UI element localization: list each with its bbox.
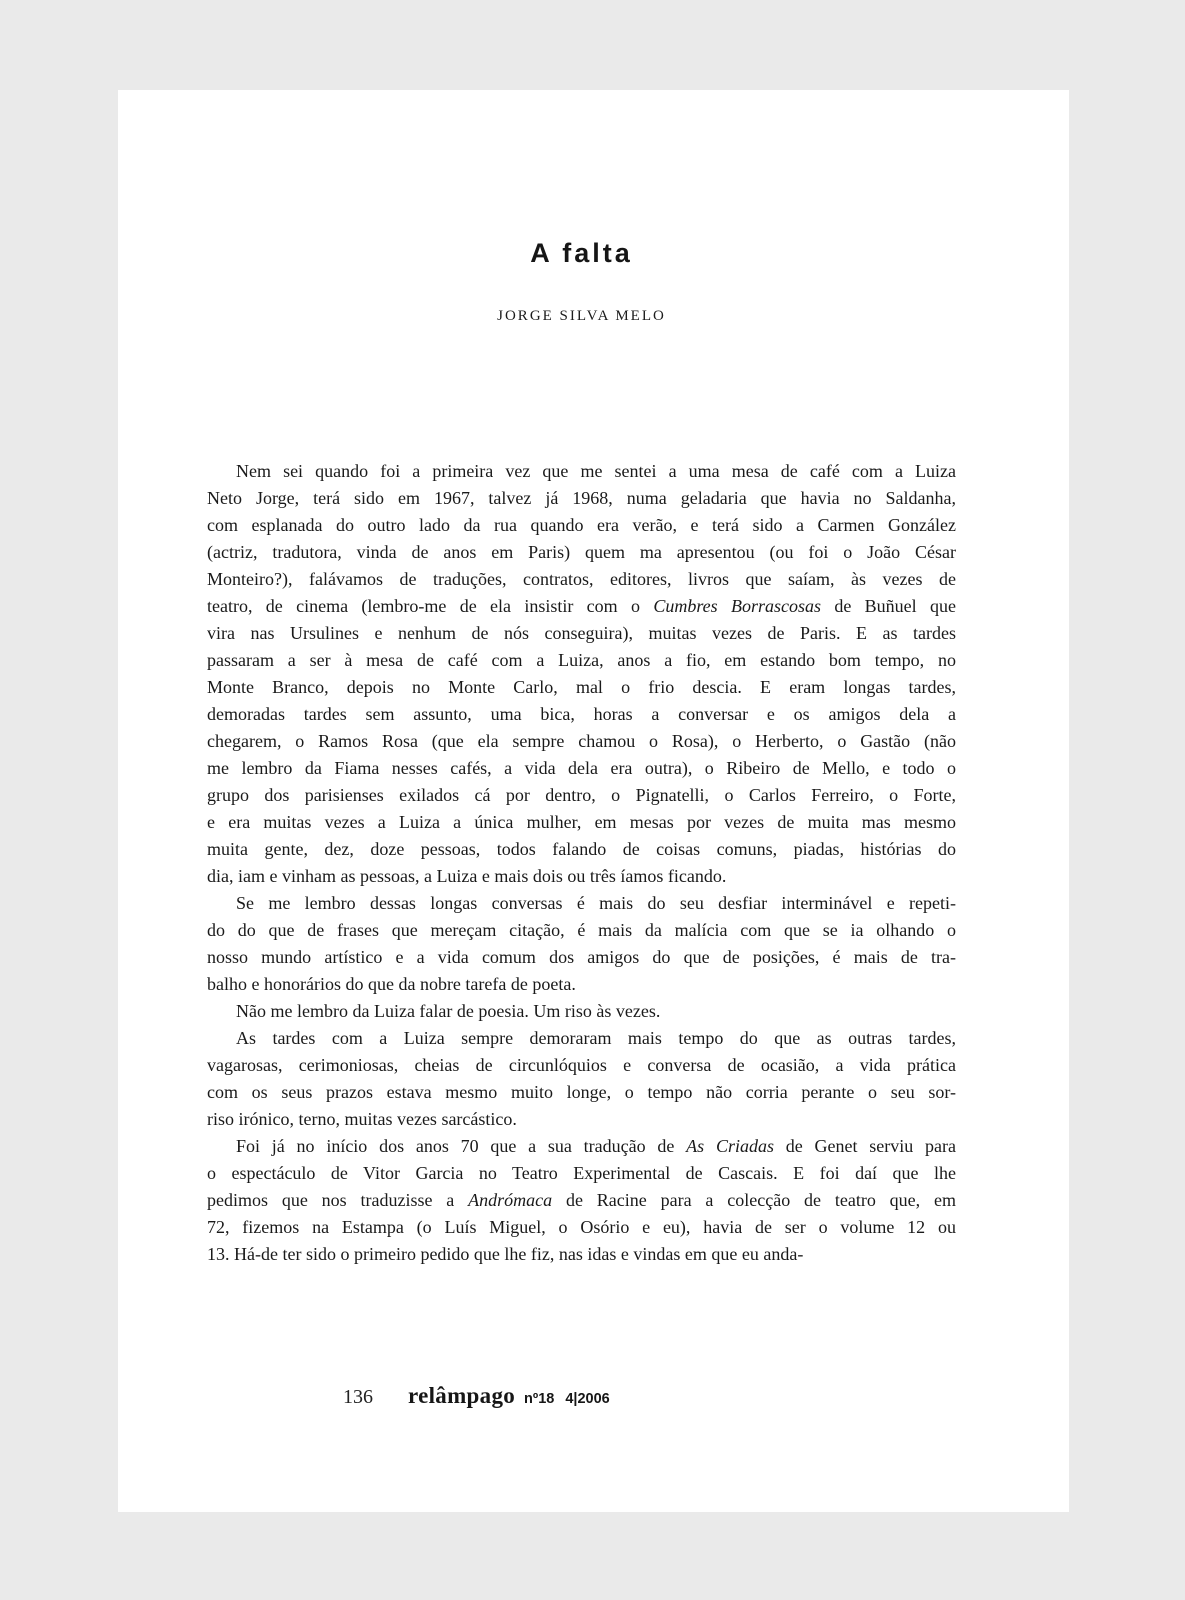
paragraph (207, 1025, 956, 1133)
text-line: e era muitas vezes a Luiza a única mulher, em mesas por vezes de muita mas mesmo (207, 812, 956, 832)
document-page (118, 90, 1069, 1512)
text-line: pedimos que nos traduzisse a Andrómaca de Racine para a colecção de teatro que, em (207, 1190, 956, 1210)
text-line: com os seus prazos estava mesmo muito longe, o tempo não corria perante o seu sor- (207, 1082, 956, 1102)
text-line: Se me lembro dessas longas conversas é mais do seu desfiar interminável e repeti- (236, 893, 956, 913)
text-line: Nem sei quando foi a primeira vez que me sentei a uma mesa de café com a Luiza (236, 461, 956, 481)
text-line: o espectáculo de Vitor Garcia no Teatro Experimental de Cascais. E foi daí que lhe (207, 1163, 956, 1183)
text-line: dia, iam e vinham as pessoas, a Luiza e mais dois ou três íamos ficando. (207, 866, 727, 886)
text-column (207, 90, 956, 1512)
text-line: Neto Jorge, terá sido em 1967, talvez já 1968, numa geladaria que havia no Saldanha, (207, 488, 956, 508)
text-line: Monte Branco, depois no Monte Carlo, mal o frio descia. E eram longas tardes, (207, 677, 956, 697)
journal-logo: relâmpago (408, 1383, 516, 1408)
article-title: A falta (530, 238, 633, 268)
text-line: demoradas tardes sem assunto, uma bica, horas a conversar e os amigos dela a (207, 704, 956, 724)
page-number: 136 (343, 1386, 373, 1408)
text-line: chegarem, o Ramos Rosa (que ela sempre chamou o Rosa), o Herberto, o Gastão (não (207, 731, 956, 751)
paragraph (207, 998, 956, 1025)
paragraph (207, 458, 956, 890)
issue-date: 4|2006 (565, 1391, 610, 1407)
text-line: Monteiro?), falávamos de traduções, contratos, editores, livros que saíam, às vezes de (207, 569, 956, 589)
text-line: 13. Há-de ter sido o primeiro pedido que lhe fiz, nas idas e vindas em que eu anda- (207, 1244, 804, 1264)
paragraph (207, 890, 956, 998)
text-line: Não me lembro da Luiza falar de poesia. Um riso às vezes. (236, 1001, 661, 1021)
article-author: JORGE SILVA MELO (497, 308, 666, 324)
text-line: As tardes com a Luiza sempre demoraram mais tempo do que as outras tardes, (236, 1028, 956, 1048)
text-line: grupo dos parisienses exilados cá por dentro, o Pignatelli, o Carlos Ferreiro, o Forte, (207, 785, 956, 805)
text-line: riso irónico, terno, muitas vezes sarcástico. (207, 1109, 517, 1129)
text-line: 72, fizemos na Estampa (o Luís Miguel, o Osório e eu), havia de ser o volume 12 ou (207, 1217, 956, 1237)
text-line: muita gente, dez, doze pessoas, todos falando de coisas comuns, piadas, histórias do (207, 839, 956, 859)
article-body (207, 458, 956, 1268)
text-line: passaram a ser à mesa de café com a Luiza, anos a fio, em estando bom tempo, no (207, 650, 956, 670)
text-line: vagarosas, cerimoniosas, cheias de circunlóquios e conversa de ocasião, a vida prática (207, 1055, 956, 1075)
text-line: (actriz, tradutora, vinda de anos em Paris) quem ma apresentou (ou foi o João César (207, 542, 956, 562)
text-line: me lembro da Fiama nesses cafés, a vida dela era outra), o Ribeiro de Mello, e todo o (207, 758, 956, 778)
text-line: do do que de frases que mereçam citação, é mais da malícia com que se ia olhando o (207, 920, 956, 940)
page-footer (343, 1383, 610, 1409)
paragraph (207, 1133, 956, 1268)
issue-number: nº18 (524, 1391, 555, 1407)
text-line: nosso mundo artístico e a vida comum dos amigos do que de posições, é mais de tra- (207, 947, 956, 967)
text-line: balho e honorários do que da nobre tarefa de poeta. (207, 974, 576, 994)
text-line: vira nas Ursulines e nenhum de nós conseguira), muitas vezes de Paris. E as tardes (207, 623, 956, 643)
text-line: com esplanada do outro lado da rua quando era verão, e terá sido a Carmen González (207, 515, 956, 535)
text-line: teatro, de cinema (lembro-me de ela insistir com o Cumbres Borrascosas de Buñuel que (207, 596, 956, 616)
text-line: Foi já no início dos anos 70 que a sua tradução de As Criadas de Genet serviu para (236, 1136, 956, 1156)
